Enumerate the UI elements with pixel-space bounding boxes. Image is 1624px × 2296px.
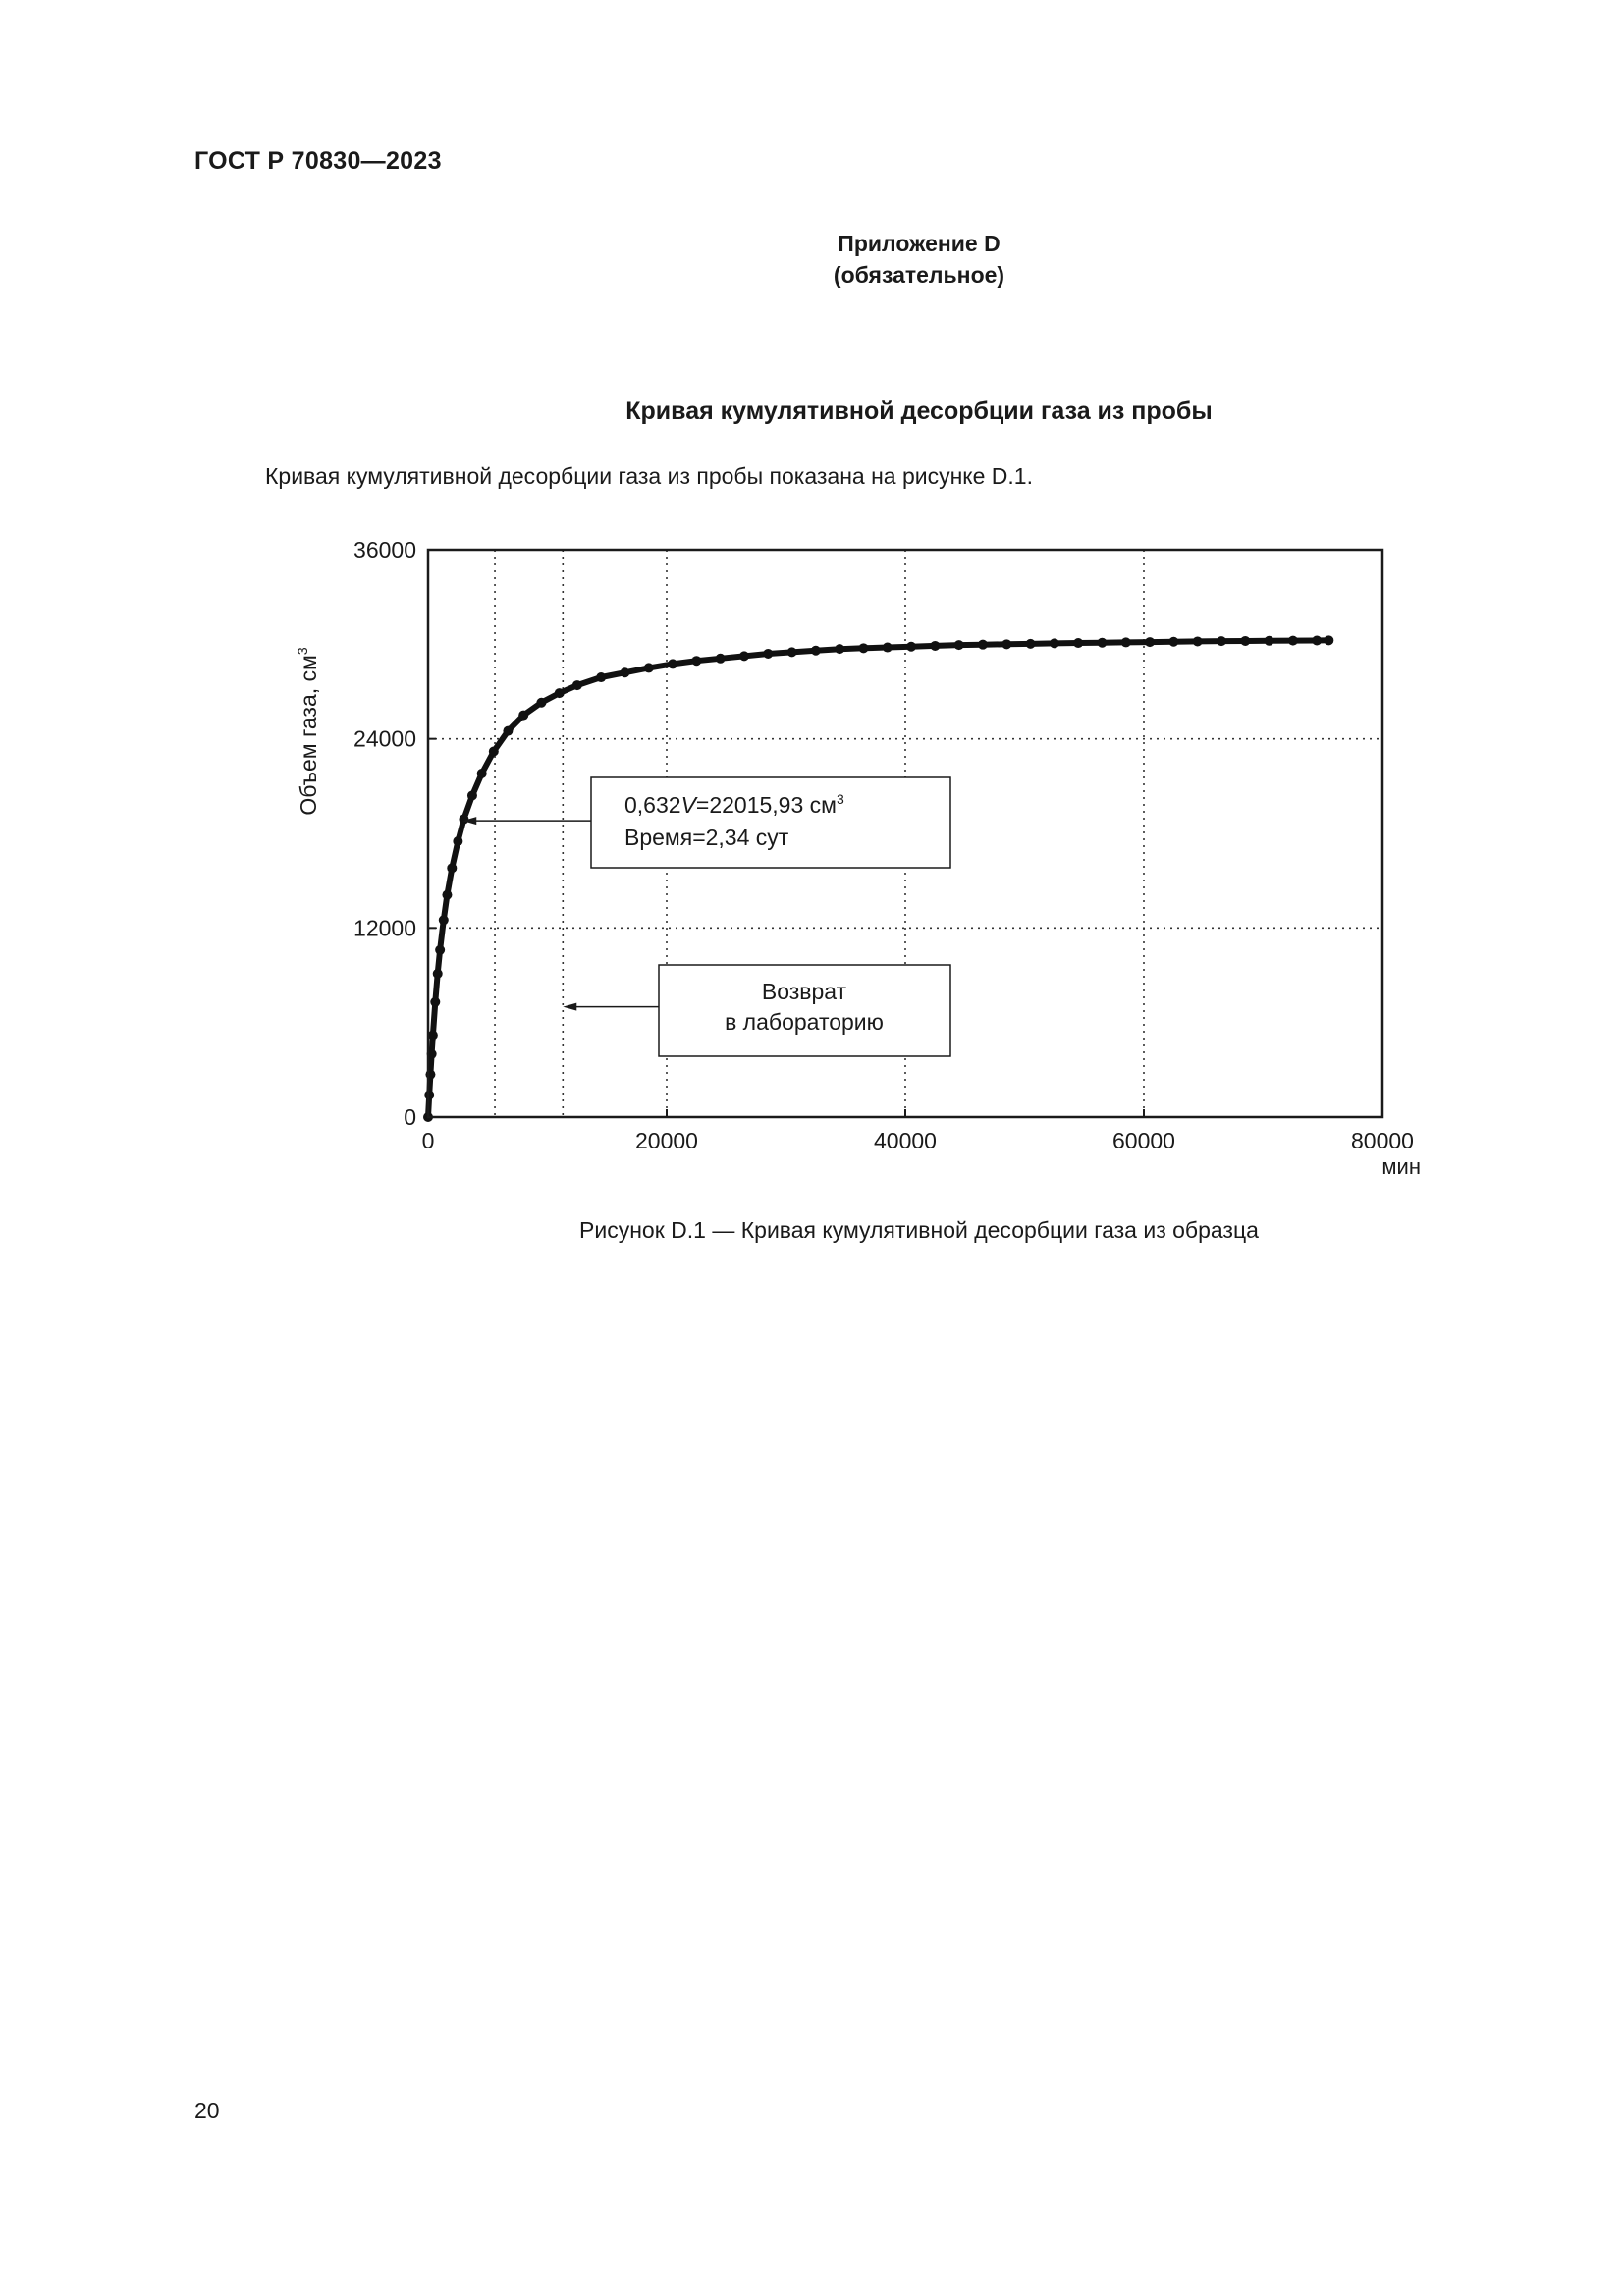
data-point [536,698,546,708]
y-axis-label [295,647,321,816]
data-point [1026,639,1036,649]
x-tick-label: 60000 [1112,1128,1175,1153]
data-point [1001,639,1011,649]
data-point [430,997,440,1007]
figure-caption-text: Рисунок D.1 — Кривая кумулятивной десорбции газа из образца [579,1217,1259,1243]
annotation-0632v-superscript: 3 [836,791,844,807]
data-point [1073,638,1083,648]
data-point [1121,637,1131,647]
annotation-0632v-suffix: =22015,93 см [695,792,837,818]
annotation-0632v-variable: V [680,792,696,818]
intro-paragraph: Кривая кумулятивной десорбции газа из пробы показана на рисунке D.1. [265,463,1033,489]
data-point [467,790,477,800]
data-point [906,642,916,652]
data-point [930,641,940,651]
data-point [1312,635,1322,645]
data-point [596,672,606,682]
data-point [518,711,528,721]
data-point [883,643,893,653]
data-point [691,656,701,666]
data-point [716,654,726,664]
x-tick-label: 0 [421,1128,435,1153]
x-tick-label: 80000 [1351,1128,1414,1153]
data-point [1324,635,1333,645]
data-point [1168,637,1178,647]
annex-status: (обязательное) [833,262,1005,288]
annotation-0632v-prefix: 0,632 [624,792,681,818]
data-point [668,659,677,668]
annotation-time-line: Время=2,34 сут [624,825,789,850]
data-point [978,640,988,650]
data-point [644,663,654,672]
figure-caption [0,1217,1624,1244]
annotation-return-line2: в лабораторию [725,1009,884,1035]
section-title-text: Кривая кумулятивной десорбции газа из пробы [625,398,1213,425]
data-point [1288,636,1298,646]
data-point [954,640,964,650]
y-tick-label: 12000 [353,915,416,941]
data-point [620,667,629,677]
annotation-box-0632v [591,777,950,868]
y-axis-label-text: Объем газа, см [296,655,321,816]
data-point [572,680,582,690]
data-point [811,646,821,656]
data-point [1240,636,1250,646]
data-point [435,945,445,955]
data-point [1217,636,1226,646]
chart-annotations [462,777,950,1056]
data-point [489,747,499,757]
data-point [477,769,487,778]
data-point [1193,636,1203,646]
data-point [739,651,749,661]
x-tick-label: 40000 [874,1128,937,1153]
data-point [503,726,513,736]
annotation-return-line1: Возврат [761,979,847,1004]
data-point [439,915,449,925]
data-point [433,969,443,979]
page-number: 20 [194,2098,220,2123]
annotation-0632v-line1 [624,791,844,818]
annex-title: Приложение D [838,231,1001,256]
data-point [1265,636,1274,646]
data-point [835,644,844,654]
y-tick-label: 36000 [353,537,416,562]
data-point [453,836,462,846]
document-code: ГОСТ Р 70830—2023 [194,147,442,175]
data-point [459,815,468,825]
data-point [447,863,457,873]
data-point [1097,638,1107,648]
annotation-arrowhead [563,1003,576,1011]
data-point [1050,638,1059,648]
x-axis-label: мин [1381,1154,1421,1179]
data-point [858,643,868,653]
data-point [555,688,565,698]
data-point [1145,637,1155,647]
data-point [442,890,452,900]
data-point [763,649,773,659]
data-point [428,1031,438,1041]
y-axis-label-superscript: 3 [295,647,310,656]
y-tick-label: 0 [404,1104,416,1130]
x-tick-label: 20000 [635,1128,698,1153]
data-point [787,647,797,657]
y-tick-label: 24000 [353,725,416,752]
